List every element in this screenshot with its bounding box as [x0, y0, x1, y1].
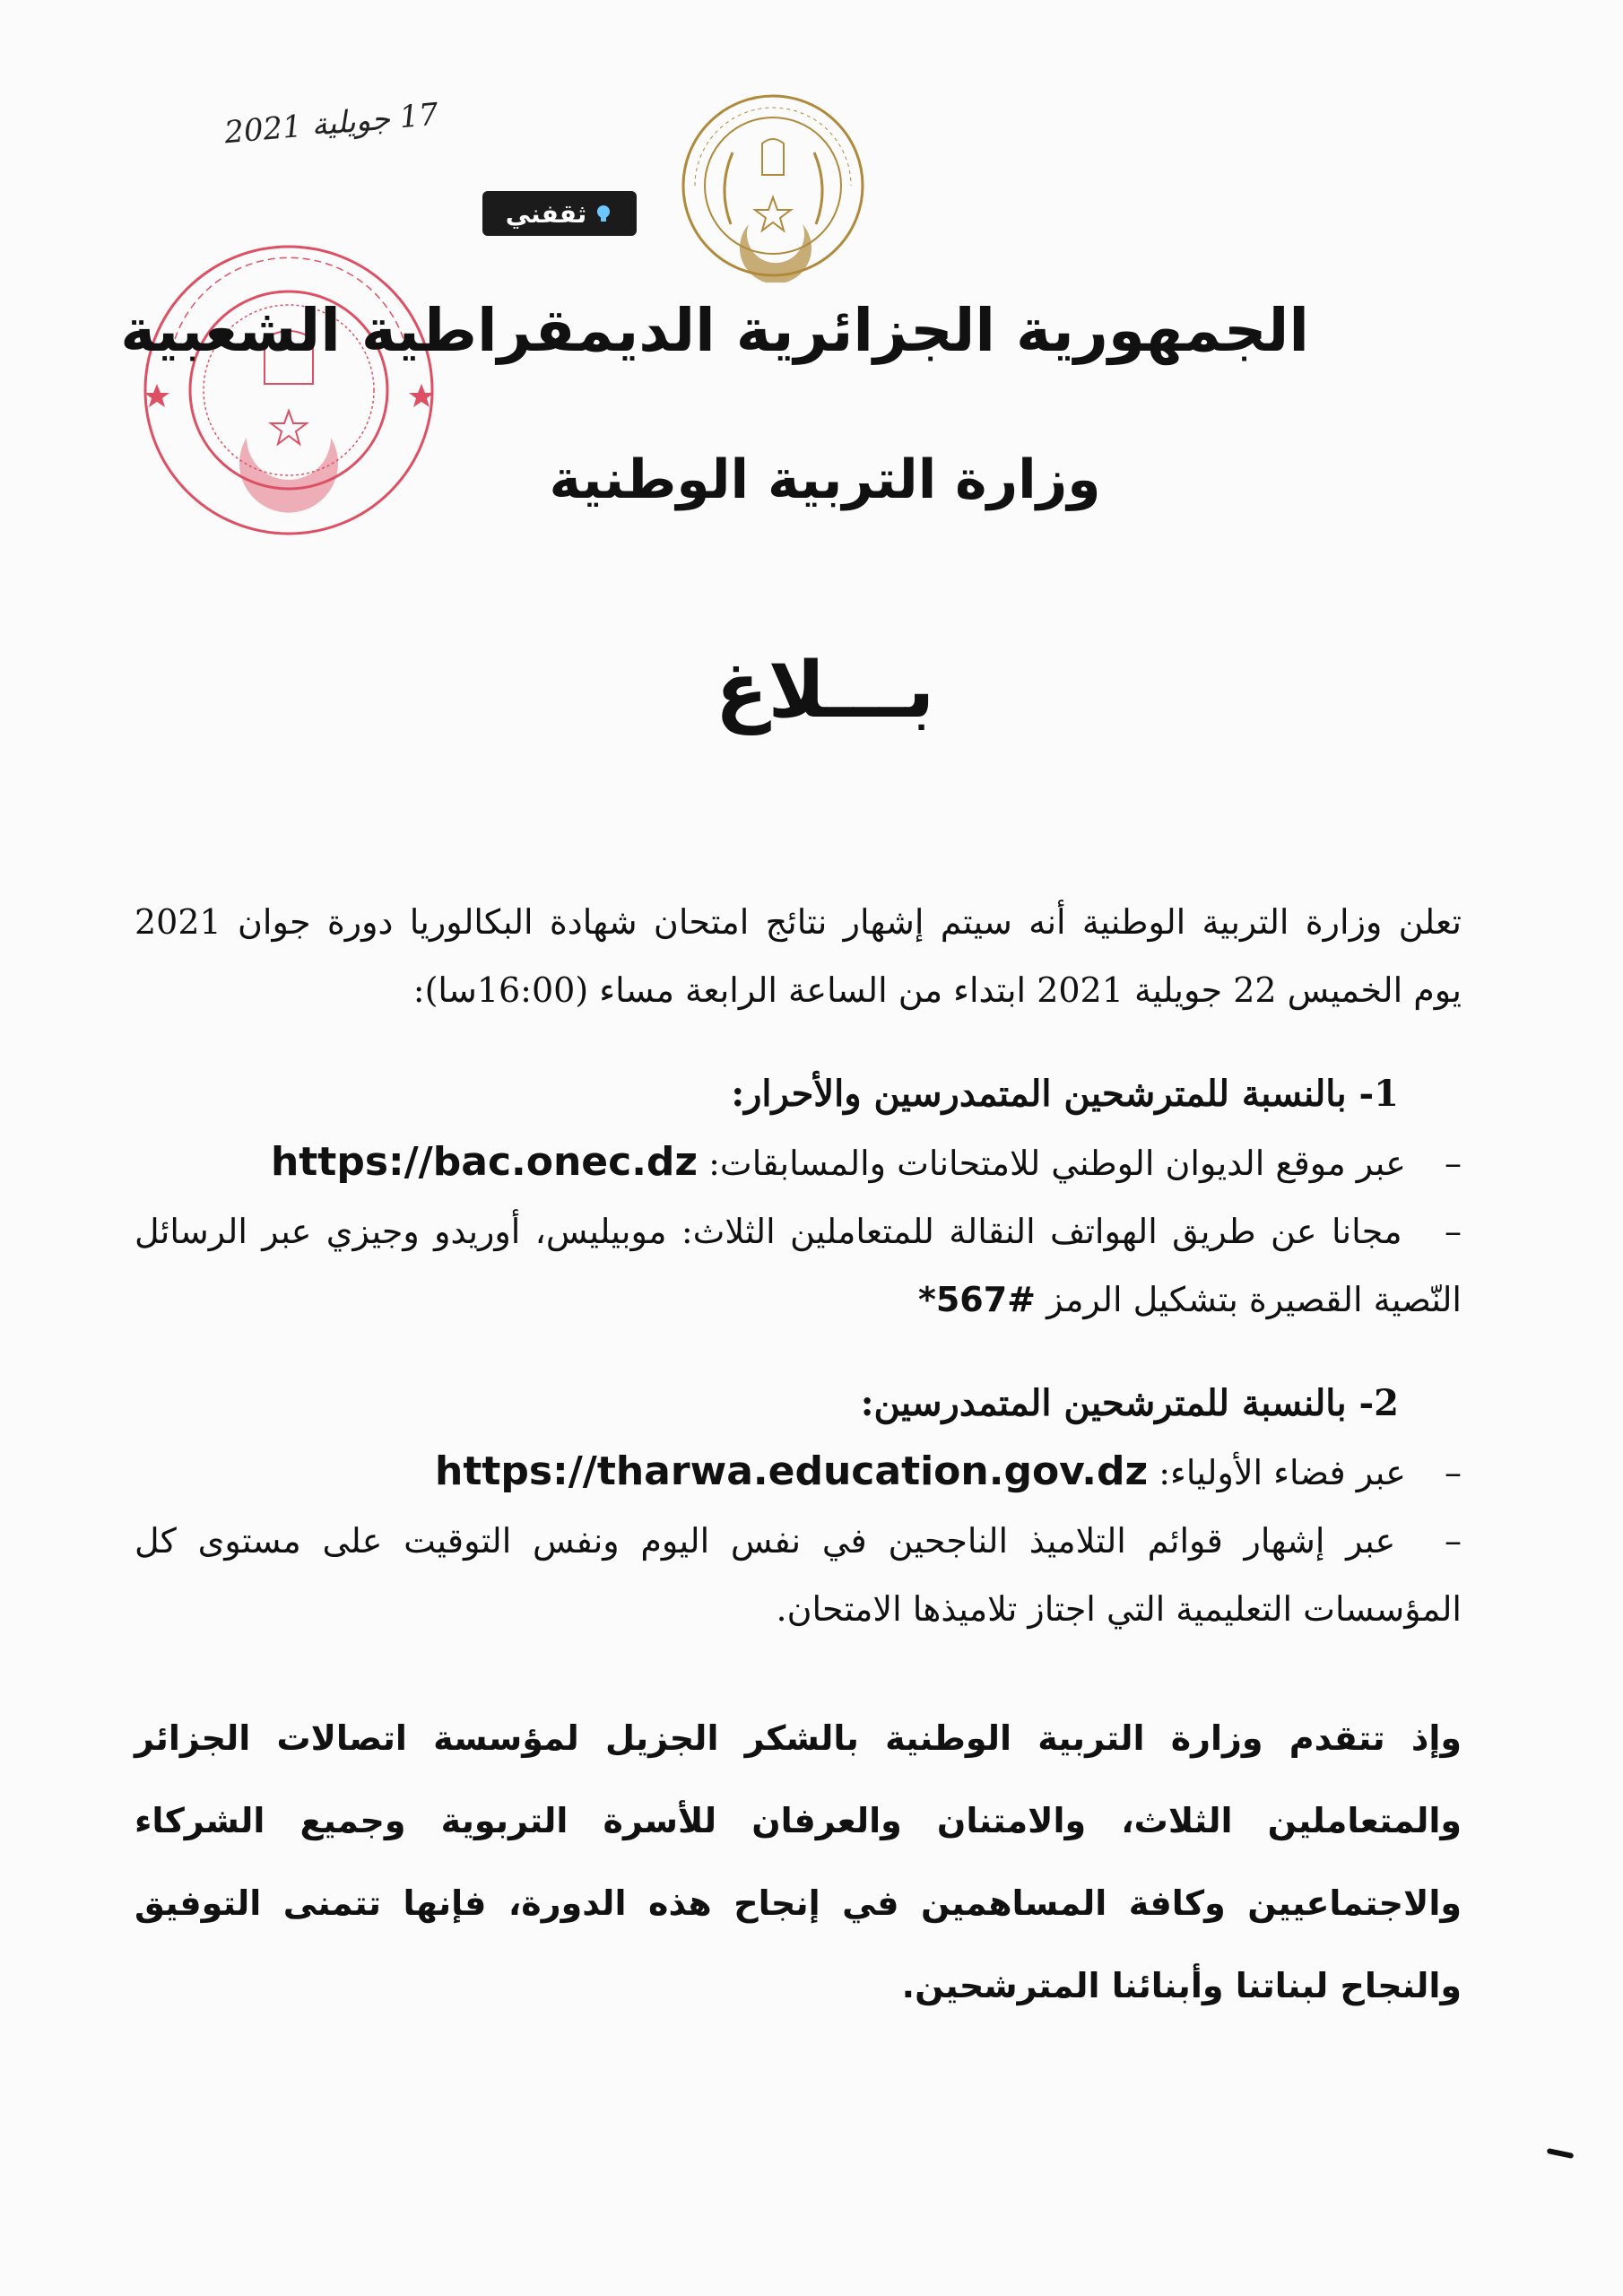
site-watermark-logo	[482, 191, 637, 236]
list-dash: –	[1445, 1453, 1462, 1492]
section-2-item-1-text: عبر فضاء الأولياء:	[1159, 1453, 1406, 1492]
section-2-item-2	[135, 1507, 1462, 1643]
lightbulb-icon	[594, 204, 613, 223]
handwritten-date: 17 جويلية 2021	[222, 96, 440, 152]
notice-title: بـــلاغ	[715, 646, 935, 735]
tharwa-url-link[interactable]: https://tharwa.education.gov.dz	[435, 1448, 1149, 1494]
intro-line-1: تعلن وزارة التربية الوطنية أنه سيتم إشهار نتائج امتحان شهادة البكالوريا دورة جوان 2021	[135, 902, 1462, 942]
section-1-item-2	[135, 1197, 1462, 1334]
section-1-item-1-text: عبر موقع الديوان الوطني للامتحانات والمسابقات:	[708, 1144, 1406, 1183]
announcement-body	[135, 888, 1462, 2027]
section-2-item-1	[135, 1438, 1462, 1507]
section-1-title: 1- بالنسبة للمترشحين المتمدرسين والأحرار:	[731, 1073, 1399, 1115]
sms-code: *567#	[917, 1280, 1037, 1319]
closing-paragraph: وإذ تتقدم وزارة التربية الوطنية بالشكر الجزيل لمؤسسة اتصالات الجزائر والمتعاملين الثلاث، والامتنان والعرفان للأسرة التربوية وجميع الشركاء والاجتماعيين وكافة المساهمين في إنجاح هذه الدورة، فإنها تتمنى التوفيق والنجاح لبناتنا وأبنائنا المترشحين.	[135, 1718, 1462, 2005]
section-1-item-2-text: مجانا عن طريق الهواتف النقالة للمتعاملين الثلاث: موبيليس، أوريدو وجيزي عبر الرسائل النّصية القصيرة بتشكيل الرمز	[135, 1212, 1462, 1319]
list-dash: –	[1445, 1144, 1462, 1183]
republic-title: الجمهورية الجزائرية الديمقراطية الشعبية	[120, 296, 1309, 365]
scan-mark	[1547, 2148, 1575, 2159]
onec-url-link[interactable]: https://bac.onec.dz	[270, 1139, 699, 1185]
list-dash: –	[1445, 1521, 1462, 1561]
watermark-text: ثقفني	[505, 198, 587, 229]
section-2-title: 2- بالنسبة للمترشحين المتمدرسين:	[860, 1382, 1399, 1424]
section-2-item-2-text: عبر إشهار قوائم التلاميذ الناجحين في نفس اليوم ونفس التوقيت على مستوى كل المؤسسات التعليمية التي اجتاز تلاميذها الامتحان.	[135, 1521, 1462, 1629]
ministry-title: وزارة التربية الوطنية	[549, 448, 1101, 511]
coat-of-arms-icon	[677, 90, 870, 283]
ministry-stamp-icon	[139, 240, 439, 541]
section-1-item-1	[135, 1128, 1462, 1197]
intro-line-2: يوم الخميس 22 جويلية 2021 ابتداء من الساعة الرابعة مساء (16:00سا):	[412, 970, 1462, 1010]
list-dash: –	[1445, 1212, 1462, 1251]
